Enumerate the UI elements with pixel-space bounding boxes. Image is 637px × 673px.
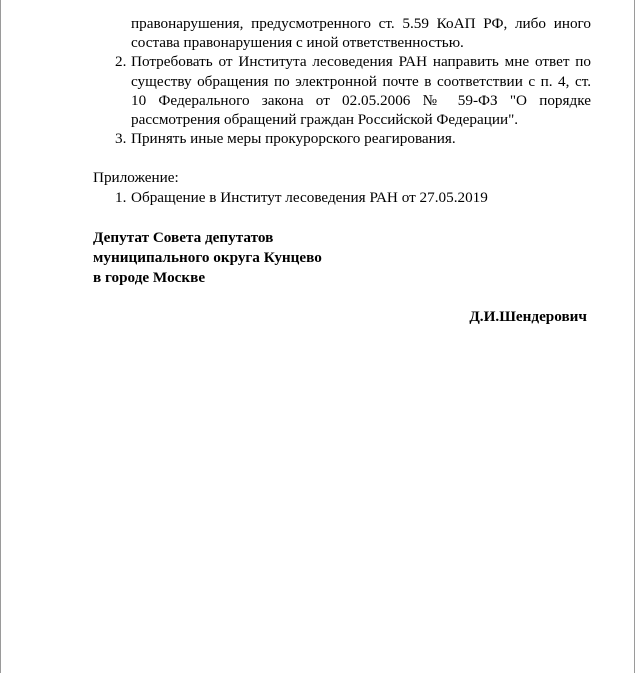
list-item-text: Потребовать от Института лесоведения РАН направить мне ответ по существу обращения по электронной почте в соответствии с п. 4, ст. 10 Федерального закона от 02.05.2006 № 59-ФЗ "О порядке рассмотрения обращений граждан Российской Федерации". — [131, 53, 591, 129]
document-content — [93, 14, 591, 288]
attachment-item — [93, 188, 591, 207]
signature-line-1: Депутат Совета депутатов — [93, 228, 274, 246]
attachment-item-number: 1. — [115, 188, 127, 206]
signature-line-3: в городе Москве — [93, 268, 206, 286]
list-item — [93, 52, 591, 129]
signature-block — [93, 228, 591, 288]
continuation-line-2: состава правонарушения с иной ответственностью. — [131, 34, 464, 52]
attachment-heading: Приложение: — [93, 169, 179, 187]
list-item-number: 3. — [115, 130, 127, 148]
signer-name: Д.И.Шендерович — [469, 308, 587, 325]
list-item — [93, 129, 591, 148]
attachment-item-text: Обращение в Институт лесоведения РАН от 27.05.2019 — [131, 188, 488, 206]
continuation-line-1: правонарушения, предусмотренного ст. 5.59 КоАП РФ, либо иного — [131, 15, 591, 32]
signature-line-2: муниципального округа Кунцево — [93, 248, 322, 266]
continuation-paragraph — [131, 14, 591, 52]
list-item-text: Принять иные меры прокурорского реагирования. — [131, 130, 456, 148]
list-item-number: 2. — [115, 53, 127, 71]
